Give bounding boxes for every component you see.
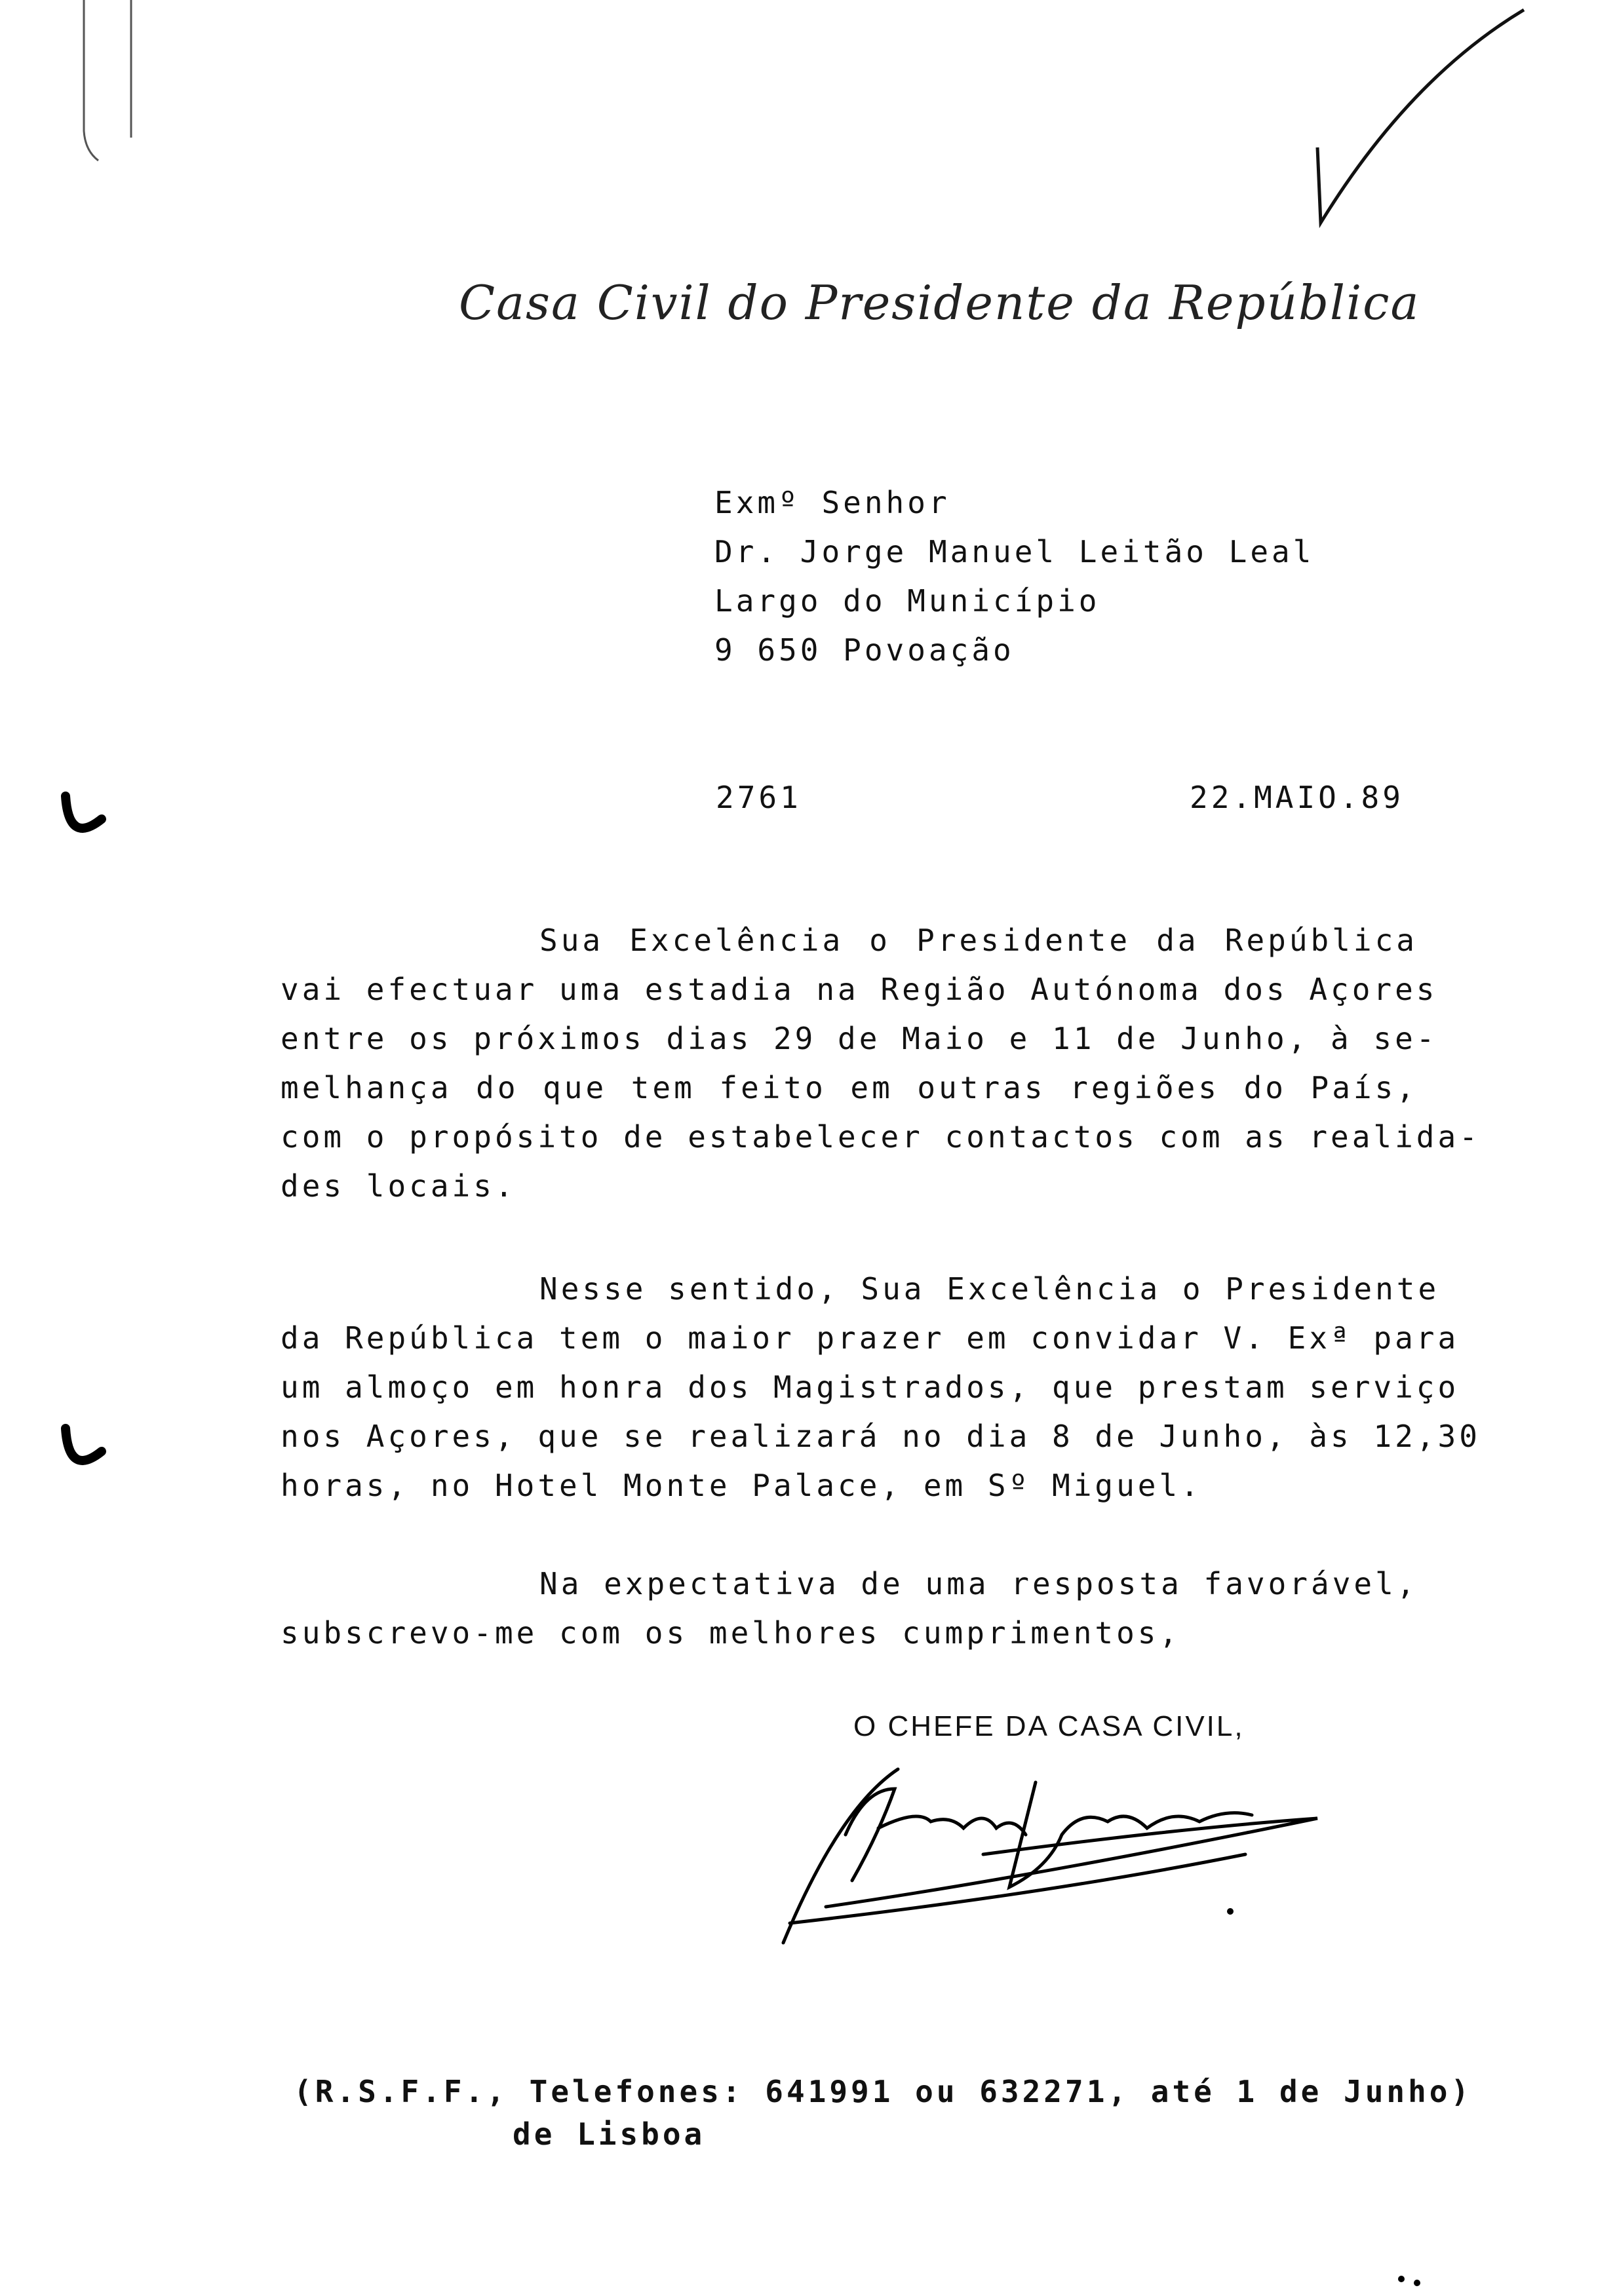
paragraph-line: com o propósito de estabelecer contactos com as realida- xyxy=(281,1119,1481,1155)
paragraph-line: Na expectativa de uma resposta favorável, xyxy=(539,1566,1418,1601)
letter-date: 22.MAIO.89 xyxy=(1190,780,1404,815)
punch-hole-bottom xyxy=(66,1428,102,1461)
footer-note-continued: de Lisboa xyxy=(513,2116,706,2152)
signature-image xyxy=(783,1769,1317,1943)
ink-dot xyxy=(1414,2280,1420,2286)
paragraph-1 xyxy=(281,916,1481,1211)
reference-number: 2761 xyxy=(716,780,802,815)
paragraph-line: melhança do que tem feito em outras regiões do País, xyxy=(281,1070,1418,1105)
ink-dot xyxy=(1398,2276,1405,2282)
letterhead: Casa Civil do Presidente da República xyxy=(459,275,1420,330)
paragraph-line: horas, no Hotel Monte Palace, em Sº Miguel. xyxy=(281,1468,1202,1503)
closing-title: O CHEFE DA CASA CIVIL, xyxy=(853,1710,1245,1742)
ink-dot xyxy=(1227,1908,1234,1915)
recipient-name: Dr. Jorge Manuel Leitão Leal xyxy=(714,534,1315,569)
paragraph-line: des locais. xyxy=(281,1168,516,1204)
punch-hole-top xyxy=(66,796,102,828)
paragraph-2 xyxy=(281,1265,1481,1510)
paragraph-line: subscrevo-me com os melhores cumprimentos, xyxy=(281,1615,1181,1651)
recipient-city: 9 650 Povoação xyxy=(714,632,1015,668)
checkmark-icon xyxy=(1317,10,1524,223)
paragraph-line: Nesse sentido, Sua Excelência o Presidente xyxy=(539,1271,1440,1307)
paragraph-3 xyxy=(281,1559,1418,1658)
footer-note: (R.S.F.F., Telefones: 641991 ou 632271, até 1 de Junho) xyxy=(294,2074,1473,2109)
recipient-street: Largo do Município xyxy=(714,583,1100,619)
paragraph-line: Sua Excelência o Presidente da República xyxy=(539,923,1418,958)
margin-bracket-mark xyxy=(84,0,131,161)
paragraph-line: um almoço em honra dos Magistrados, que prestam serviço xyxy=(281,1369,1460,1405)
paragraph-line: entre os próximos dias 29 de Maio e 11 de Junho, à se- xyxy=(281,1021,1438,1056)
paragraph-line: da República tem o maior prazer em convidar V. Exª para xyxy=(281,1320,1460,1356)
recipient-salutation: Exmº Senhor xyxy=(714,485,950,520)
paragraph-line: vai efectuar uma estadia na Região Autónoma dos Açores xyxy=(281,972,1438,1007)
paragraph-line: nos Açores, que se realizará no dia 8 de Junho, às 12,30 xyxy=(281,1419,1481,1454)
